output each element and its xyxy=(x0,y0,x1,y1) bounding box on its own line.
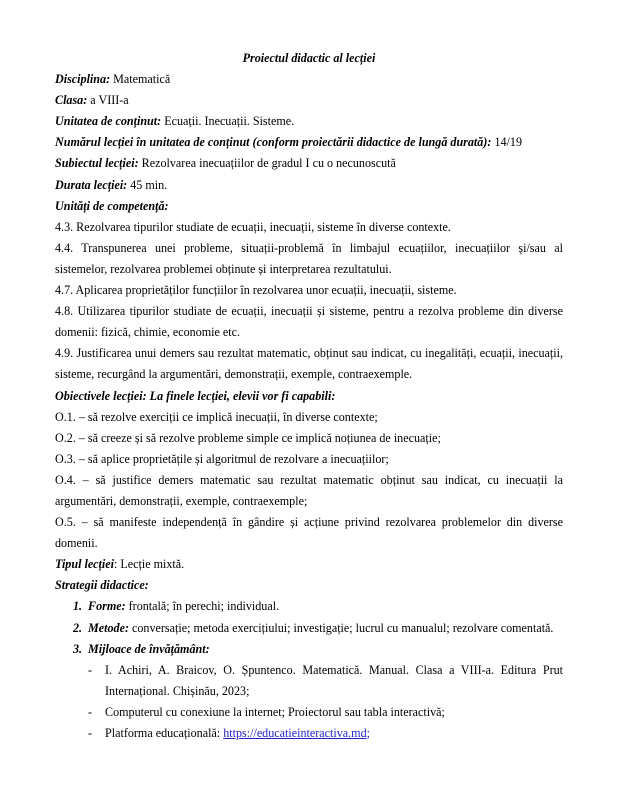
competenta-4-4: 4.4. Transpunerea unei probleme, situații-problemă în limbajul ecuațiilor, inecuațiilor și/sau al sistemelor, rezolvarea problemei obținute și interpretarea rezultatului. xyxy=(55,240,563,276)
field-numarul-lectiei-value: 14/19 xyxy=(494,135,522,150)
field-disciplina xyxy=(55,69,563,90)
platform-link[interactable]: https://educatieinteractiva.md xyxy=(223,726,367,740)
obiectiv-o1: O.1. – să rezolve exerciții ce implică inecuații, în diverse contexte; xyxy=(55,409,378,424)
obiectiv-o2: O.2. – să creeze și să rezolve probleme simple ce implică noțiunea de inecuație; xyxy=(55,430,441,445)
resource-item-platforma-suffix: ; xyxy=(366,726,370,740)
field-tipul-lectiei-label: Tipul lecției xyxy=(55,557,114,572)
dash-marker-1: - xyxy=(88,662,93,677)
field-unitatea-value: Ecuații. Inecuații. Sisteme. xyxy=(164,114,295,129)
field-durata-label: Durata lecției: xyxy=(55,177,128,192)
field-unitatea-label: Unitatea de conținut: xyxy=(55,114,162,129)
resource-item-computer-text: Computerul cu conexiune la internet; Proiectorul sau tabla interactivă; xyxy=(105,704,445,719)
list-item-mijloace xyxy=(55,639,563,660)
obiectiv-o4: O.4. – să justifice demers matematic sau rezultat matematic obținut sau indicat, cu inecuații la argumentări, demonstrații, exemple, contraexemple; xyxy=(55,472,563,508)
strategii-heading: Strategii didactice: xyxy=(55,578,149,593)
field-tipul-lectiei xyxy=(55,554,563,575)
competenta-4-8: 4.8. Utilizarea tipurilor studiate de ecuații, inecuații și sisteme, pentru a rezolva probleme din diverse domenii: fizică, chimie, economie etc. xyxy=(55,304,563,340)
resource-item-manual xyxy=(55,660,563,702)
list-item-mijloace-label: Mijloace de învățământ: xyxy=(88,641,210,656)
list-marker-2: 2. xyxy=(73,620,83,635)
competente-heading: Unități de competență: xyxy=(55,198,169,213)
field-subiectul-value: Rezolvarea inecuațiilor de gradul I cu o necunoscută xyxy=(141,156,396,171)
competenta-4-7: 4.7. Aplicarea proprietăților funcțiilor în rezolvarea unor ecuații, inecuații, sisteme. xyxy=(55,283,457,298)
obiective-heading: Obiectivele lecției: La finele lecției, elevii vor fi capabili: xyxy=(55,388,336,403)
list-item-forme xyxy=(55,596,563,617)
resource-item-computer xyxy=(55,702,563,723)
field-numarul-lectiei xyxy=(55,132,563,153)
field-durata-value: 45 min. xyxy=(130,177,168,192)
resource-item-platforma xyxy=(55,723,563,744)
competenta-4-3: 4.3. Rezolvarea tipurilor studiate de ecuații, inecuații, sisteme în diverse contexte. xyxy=(55,219,451,234)
list-item-metode xyxy=(55,618,563,639)
field-clasa xyxy=(55,90,563,111)
field-disciplina-value: Matematică xyxy=(113,72,171,87)
list-marker-1: 1. xyxy=(73,599,83,614)
obiectiv-o3: O.3. – să aplice proprietățile și algoritmul de rezolvare a inecuațiilor; xyxy=(55,451,389,466)
dash-marker-2: - xyxy=(88,704,93,719)
field-subiectul xyxy=(55,153,563,174)
list-marker-3: 3. xyxy=(73,641,83,656)
resource-item-manual-text: I. Achiri, A. Braicov, O. Șpuntenco. Matematică. Manual. Clasa a VIII-a. Editura Prut Internațional. Chișinău, 2023; xyxy=(105,662,563,698)
resource-item-platforma-prefix: Platforma educațională: xyxy=(105,726,224,740)
list-item-metode-label: Metode: xyxy=(88,620,129,635)
field-tipul-lectiei-value: : Lecție mixtă. xyxy=(114,557,185,572)
field-clasa-label: Clasa: xyxy=(55,93,88,108)
field-durata xyxy=(55,175,563,196)
competenta-4-9: 4.9. Justificarea unui demers sau rezultat matematic, obținut sau indicat, cu inegalități, ecuații, inecuații, sisteme, recurgând la argumentări, demonstrații, exemple, contraexemple. xyxy=(55,346,563,382)
list-item-forme-label: Forme: xyxy=(88,599,126,614)
dash-marker-3: - xyxy=(88,726,93,740)
obiectiv-o5: O.5. – să manifeste independență în gândire și acțiune privind rezolvarea problemelor din diverse domenii. xyxy=(55,515,563,551)
field-subiectul-label: Subiectul lecției: xyxy=(55,156,139,171)
field-unitatea xyxy=(55,111,563,132)
field-disciplina-label: Disciplina: xyxy=(55,72,111,87)
field-numarul-lectiei-label: Numărul lecției în unitatea de conținut (conform proiectării didactice de lungă durată): xyxy=(55,135,492,150)
field-clasa-value: a VIII-a xyxy=(90,93,129,108)
list-item-metode-text: conversație; metoda exercițiului; investigație; lucrul cu manualul; rezolvare comentată. xyxy=(132,620,554,635)
page-title: Proiectul didactic al lecției xyxy=(242,51,376,65)
list-item-forme-text: frontală; în perechi; individual. xyxy=(128,599,280,614)
